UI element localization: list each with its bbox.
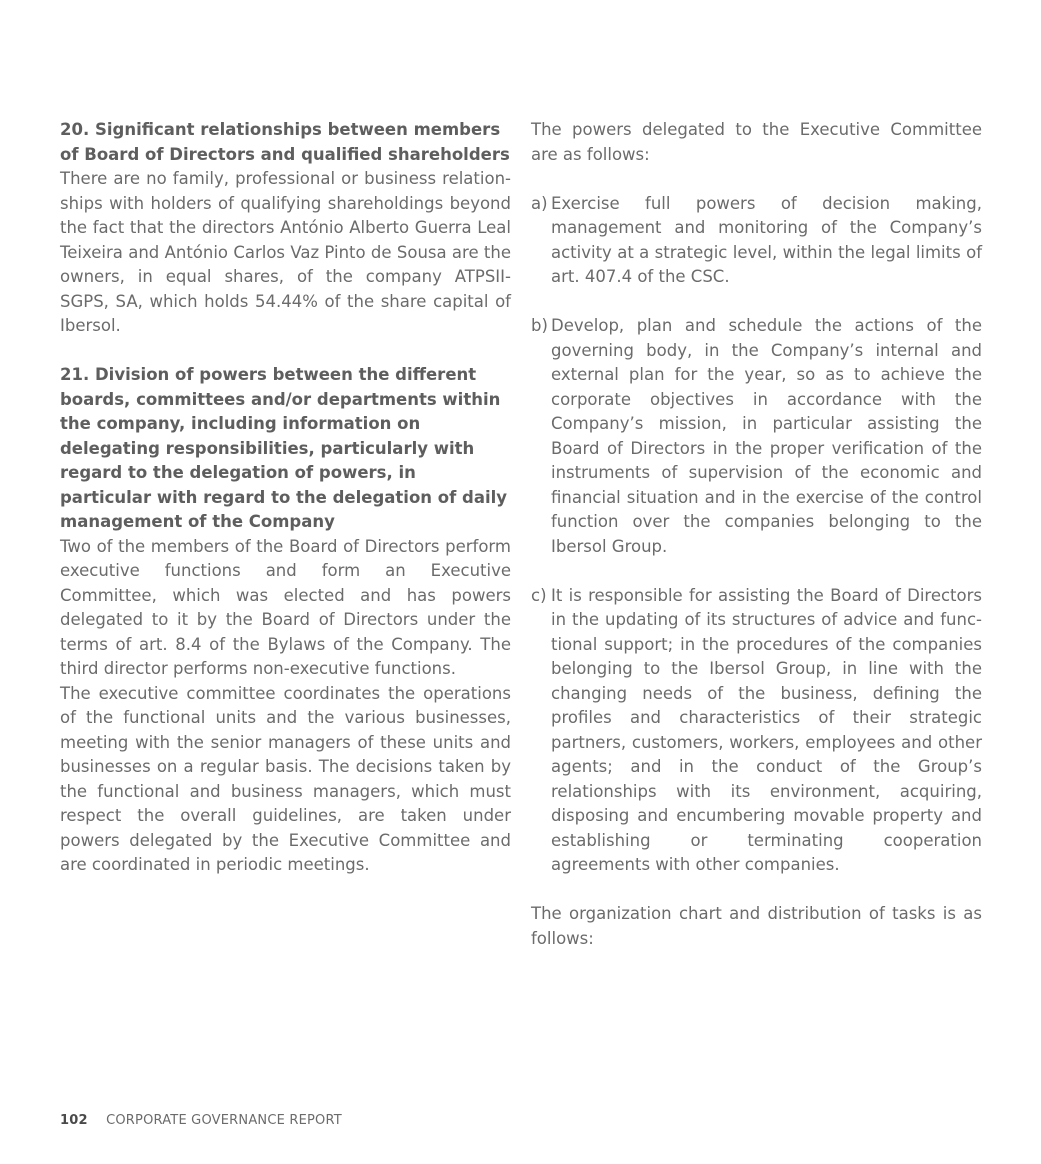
page-footer [60, 1112, 342, 1130]
list-item [531, 314, 982, 559]
page-number: 102 [60, 1113, 88, 1128]
list-item [531, 192, 982, 290]
footer-section-title: CORPORATE GOVERNANCE REPORT [106, 1113, 342, 1128]
list-item-text: It is responsible for assisting the Board of Directors in the updating of its structures of advice and functional support; in the procedures of the companies belonging to the Ibersol Group, in line with the changing needs of the business, defining the profiles and characteristics of their strategic partners, customers, workers, employees and other agents; and in the conduct of the Group’s relationships with its environment, acquiring, disposing and encumbering movable property and establishing or terminating cooperation agreements with other companies. [551, 585, 982, 874]
list-marker: c) [531, 585, 547, 605]
spacer [531, 559, 982, 584]
spacer [531, 878, 982, 903]
list-item-text: Develop, plan and schedule the actions of the governing body, in the Company’s internal and external plan for the year, so as to achieve the corporate objectives in accordance with the Company’s mission, in particular assisting the Board of Directors in the proper verification of the instruments of supervision of the economic and financial situation and in the exercise of the control function over the companies belonging to the Ibersol Group. [551, 316, 982, 556]
organization-chart-intro: The organization chart and distribution of tasks is as follows: [531, 904, 982, 948]
section-20-text: There are no family, professional or business relationships with holders of qualifying shareholdings beyond the fact that the directors António Alberto Guerra Leal Teixeira and António Carlos Vaz Pinto de Sousa are the owners, in equal shares, of the company ATPSII- SGPS, SA, which holds 54.44% of the share capital of Ibersol. [60, 169, 511, 335]
spacer [531, 290, 982, 315]
powers-intro: The powers delegated to the Executive Committee are as follows: [531, 120, 982, 164]
list-marker: a) [531, 193, 548, 213]
spacer [531, 167, 982, 192]
list-item-text: Exercise full powers of decision making, management and monitoring of the Company’s activity at a strategic level, within the legal limits of art. 407.4 of the CSC. [551, 193, 982, 286]
spacer [60, 339, 511, 364]
list-marker: b) [531, 316, 548, 335]
right-column [531, 118, 982, 951]
left-column [60, 118, 511, 878]
section-21-heading: 21. Division of powers between the different boards, committees and/or departments within the company, including information on delegating responsibilities, particularly with regard to the delegation of powers, in particular with regard to the delegation of daily management of the Company [60, 365, 508, 531]
section-21-paragraph-1: Two of the members of the Board of Directors perform executive functions and form an Executive Committee, which was elected and has powers delegated to it by the Board of Directors under the terms of art. 8.4 of the Bylaws of the Company. The third director performs non-executive functions. [60, 536, 511, 678]
list-item [531, 584, 982, 878]
section-21-paragraph-2: The executive committee coordinates the operations of the functional units and the various businesses, meeting with the senior managers of these units and businesses on a regular basis. The decisions taken by the functional and business managers, which must respect the overall guidelines, are taken under powers delegated by the Executive Committee and are coordinated in periodic meetings. [60, 683, 511, 874]
section-20-heading: 20. Significant relationships between members of Board of Directors and qualified shareholders [60, 120, 510, 164]
